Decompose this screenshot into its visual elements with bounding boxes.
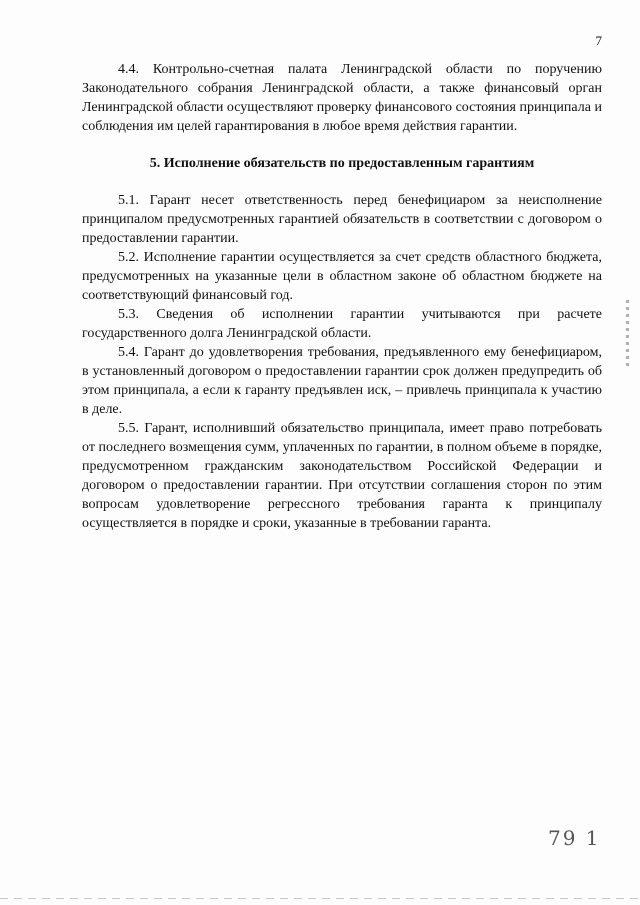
paragraph-5-5: 5.5. Гарант, исполнивший обязательство принципала, имеет право потребовать от последнего возмещения сумм, уплаченных по гарантии, в полном объеме в порядке, предусмотренном гражданским законодательством Российской Федерации и договором о предоставлении гарантии. При отсутствии соглашения сторон по этим вопросам удовлетворение регрессного требования гаранта к принципалу осуществляется в порядке и сроки, указанные в требовании гаранта. (82, 421, 602, 531)
paragraph-4-4: 4.4. Контрольно-счетная палата Ленинградской области по поручению Законодательного собрания Ленинградской области, а также финансовый орган Ленинградской области осуществляют проверку финансового состояния принципала и соблюдения им целей гарантирования в любое время действия гарантии. (82, 62, 602, 134)
scan-edge-mark (626, 300, 629, 370)
stamped-sheet-number: 79 1 (548, 826, 601, 850)
paragraph-5-1: 5.1. Гарант несет ответственность перед бенефициаром за неисполнение принципалом предусмотренных гарантией обязательств в соответствии с договором о предоставлении гарантии. (82, 193, 602, 246)
paragraph-5-3: 5.3. Сведения об исполнении гарантии учитываются при расчете государственного долга Ленинградской области. (82, 307, 602, 341)
section-5-heading: 5. Исполнение обязательств по предоставленным гарантиям (149, 156, 535, 171)
page-number: 7 (595, 33, 602, 48)
paragraph-5-2: 5.2. Исполнение гарантии осуществляется за счет средств областного бюджета, предусмотренных на указанные цели в областном законе об областном бюджете на соответствующий финансовый год. (82, 250, 602, 303)
scan-bottom-edge (0, 898, 640, 899)
document-body (82, 60, 602, 533)
paragraph-5-4: 5.4. Гарант до удовлетворения требования, предъявленного ему бенефициаром, в установленный договором о предоставлении гарантии срок должен предупредить об этом принципала, а если к гаранту предъявлен иск, – привлечь принципала к участию в деле. (82, 345, 602, 417)
